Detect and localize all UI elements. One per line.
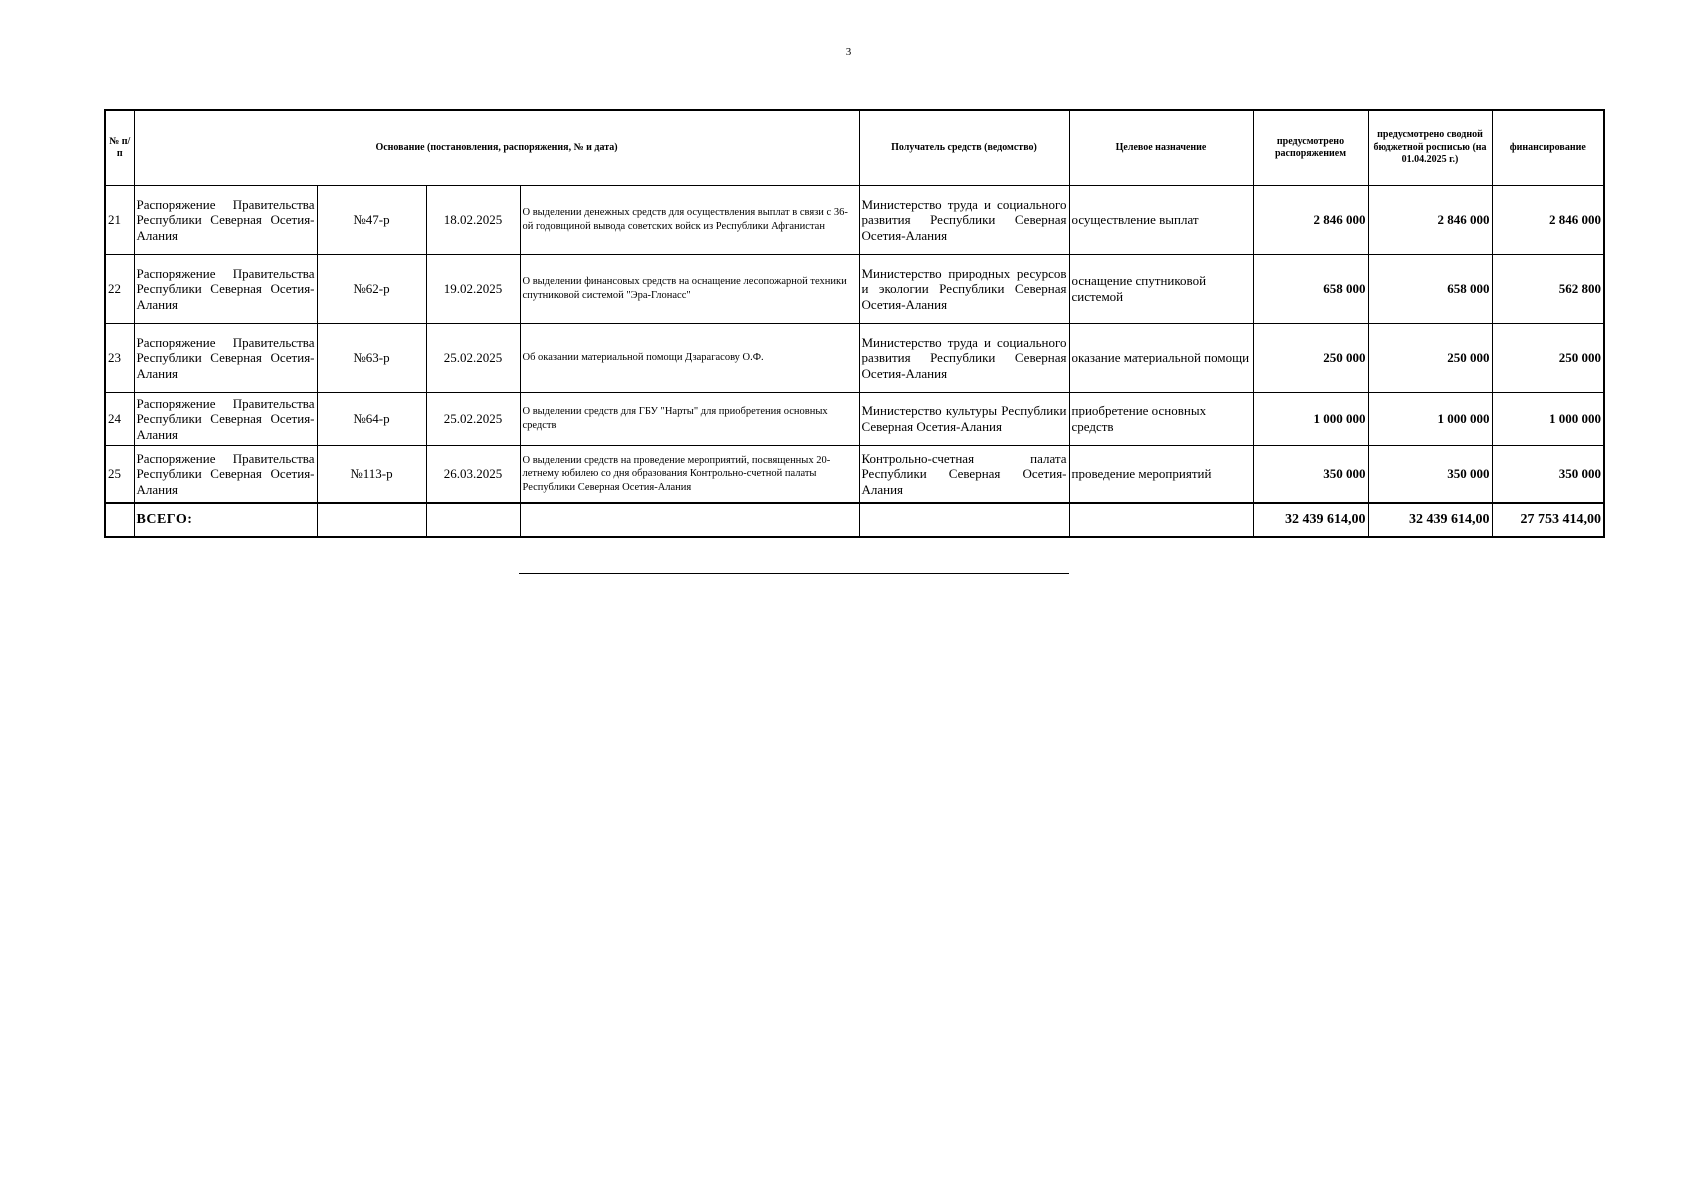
row-financing: 350 000: [1492, 446, 1604, 504]
row-basis: Распоряжение Правительства Республики Северная Осетия-Алания: [134, 446, 317, 504]
row-basis: Распоряжение Правительства Республики Северная Осетия-Алания: [134, 324, 317, 393]
row-planned-order: 2 846 000: [1253, 186, 1368, 255]
row-description: О выделении финансовых средств на оснащение лесопожарной техники спутниковой системой "Эра-Глонасс": [520, 255, 859, 324]
row-description: О выделении средств на проведение мероприятий, посвященных 20-летнему юбилею со дня образования Контрольно-счетной палаты Республики Северная Осетия-Алания: [520, 446, 859, 504]
row-purpose: оказание материальной помощи: [1069, 324, 1253, 393]
row-basis: Распоряжение Правительства Республики Северная Осетия-Алания: [134, 186, 317, 255]
row-recipient: Министерство культуры Республики Северная Осетия-Алания: [859, 393, 1069, 446]
row-financing: 2 846 000: [1492, 186, 1604, 255]
row-doc-number: №62-р: [317, 255, 426, 324]
row-date: 26.03.2025: [426, 446, 520, 504]
row-planned-budget: 1 000 000: [1368, 393, 1492, 446]
table-row: [105, 446, 1604, 504]
row-financing: 250 000: [1492, 324, 1604, 393]
row-purpose: осуществление выплат: [1069, 186, 1253, 255]
row-purpose: приобретение основных средств: [1069, 393, 1253, 446]
row-basis: Распоряжение Правительства Республики Северная Осетия-Алания: [134, 255, 317, 324]
total-label: ВСЕГО:: [134, 503, 317, 537]
row-date: 19.02.2025: [426, 255, 520, 324]
row-recipient: Министерство природных ресурсов и экологии Республики Северная Осетия-Алания: [859, 255, 1069, 324]
financing-table: [104, 109, 1605, 538]
table-row: [105, 393, 1604, 446]
total-empty-recipient: [859, 503, 1069, 537]
total-empty-doc: [317, 503, 426, 537]
row-financing: 1 000 000: [1492, 393, 1604, 446]
total-planned-budget: 32 439 614,00: [1368, 503, 1492, 537]
row-purpose: проведение мероприятий: [1069, 446, 1253, 504]
table-header-row: [105, 110, 1604, 186]
row-num: 24: [105, 393, 134, 446]
row-purpose: оснащение спутниковой системой: [1069, 255, 1253, 324]
total-empty-num: [105, 503, 134, 537]
row-basis: Распоряжение Правительства Республики Северная Осетия-Алания: [134, 393, 317, 446]
row-num: 22: [105, 255, 134, 324]
row-recipient: Министерство труда и социального развития Республики Северная Осетия-Алания: [859, 324, 1069, 393]
total-row: [105, 503, 1604, 537]
row-planned-order: 350 000: [1253, 446, 1368, 504]
total-empty-purpose: [1069, 503, 1253, 537]
header-num: № п/п: [105, 110, 134, 186]
row-recipient: Министерство труда и социального развития Республики Северная Осетия-Алания: [859, 186, 1069, 255]
row-planned-budget: 250 000: [1368, 324, 1492, 393]
table-row: [105, 324, 1604, 393]
row-planned-order: 658 000: [1253, 255, 1368, 324]
row-num: 21: [105, 186, 134, 255]
row-date: 18.02.2025: [426, 186, 520, 255]
row-recipient: Контрольно-счетная палата Республики Северная Осетия-Алания: [859, 446, 1069, 504]
row-planned-budget: 350 000: [1368, 446, 1492, 504]
closing-divider-line: [519, 573, 1069, 574]
header-financing: финансирование: [1492, 110, 1604, 186]
row-financing: 562 800: [1492, 255, 1604, 324]
header-purpose: Целевое назначение: [1069, 110, 1253, 186]
row-date: 25.02.2025: [426, 324, 520, 393]
table-row: [105, 186, 1604, 255]
row-date: 25.02.2025: [426, 393, 520, 446]
row-doc-number: №63-р: [317, 324, 426, 393]
row-num: 25: [105, 446, 134, 504]
header-planned-budget: предусмотрено сводной бюджетной росписью (на 01.04.2025 г.): [1368, 110, 1492, 186]
page-number: 3: [845, 46, 852, 58]
header-basis: Основание (постановления, распоряжения, № и дата): [134, 110, 859, 186]
table-row: [105, 255, 1604, 324]
total-empty-date: [426, 503, 520, 537]
row-planned-budget: 658 000: [1368, 255, 1492, 324]
row-description: Об оказании материальной помощи Дзарагасову О.Ф.: [520, 324, 859, 393]
total-empty-desc: [520, 503, 859, 537]
row-doc-number: №47-р: [317, 186, 426, 255]
row-description: О выделении средств для ГБУ "Нарты" для приобретения основных средств: [520, 393, 859, 446]
row-description: О выделении денежных средств для осуществления выплат в связи с 36-ой годовщиной вывода советских войск из Республики Афганистан: [520, 186, 859, 255]
total-planned-order: 32 439 614,00: [1253, 503, 1368, 537]
header-planned-order: предусмотрено распоряжением: [1253, 110, 1368, 186]
row-num: 23: [105, 324, 134, 393]
row-planned-order: 250 000: [1253, 324, 1368, 393]
row-planned-order: 1 000 000: [1253, 393, 1368, 446]
total-financing: 27 753 414,00: [1492, 503, 1604, 537]
row-doc-number: №113-р: [317, 446, 426, 504]
row-doc-number: №64-р: [317, 393, 426, 446]
row-planned-budget: 2 846 000: [1368, 186, 1492, 255]
header-recipient: Получатель средств (ведомство): [859, 110, 1069, 186]
